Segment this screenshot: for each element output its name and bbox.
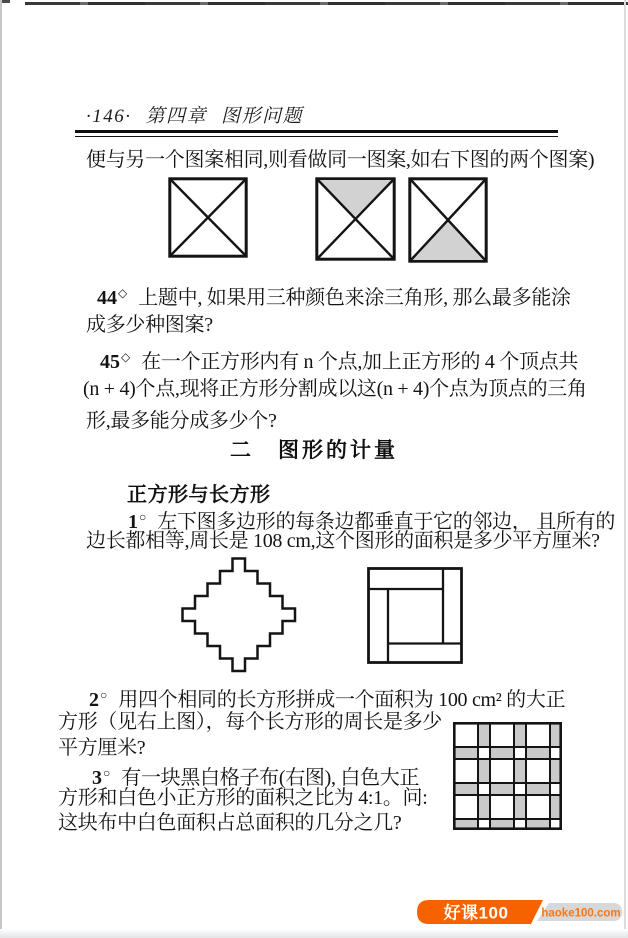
problem-2-line-2: 方形（见右上图），每个长方形的周长是多少 <box>58 711 442 733</box>
problem-44-mark: ◇ <box>118 286 128 300</box>
problem-3-text: 有一块黑白格子布(右图), 白色大正 <box>121 767 420 789</box>
problem-45-line-1 <box>100 346 578 373</box>
pattern-square-figure-3-bottom-shaded <box>408 177 488 263</box>
header-rule-thick <box>75 130 558 133</box>
problem-44-text: 上题中, 如果用三种颜色来涂三角形, 那么最多能涂 <box>138 287 571 309</box>
page-left-edge <box>0 0 2 938</box>
problem-2-number: 2 <box>89 689 99 711</box>
page-number: ·146· <box>86 106 132 127</box>
running-header <box>86 101 303 128</box>
problem-1-number: 1 <box>128 511 138 533</box>
problem-1-line-2: 边长都相等,周长是 108 cm,这个图形的面积是多少平方厘米? <box>86 530 600 552</box>
problem-45-text: 在一个正方形内有 n 个点,加上正方形的 4 个顶点共 <box>141 351 579 373</box>
problem-3-number: 3 <box>92 767 102 789</box>
page-bottom-edge <box>0 929 628 938</box>
subsection-title: 正方形与长方形 <box>127 484 271 506</box>
problem-45-number: 45 <box>100 351 120 373</box>
pattern-square-figure-2-top-shaded <box>315 177 396 261</box>
problem-44-line-2: 成多少种图案? <box>86 314 213 336</box>
problem-1-text: 左下图多边形的每条边都垂直于它的邻边， 且所有的 <box>157 511 616 533</box>
stepped-polygon-figure <box>181 557 297 673</box>
problem-2-line-3: 平方厘米? <box>58 737 146 759</box>
intro-text-line: 便与另一个图案相同,则看做同一图案,如右下图的两个图案) <box>86 149 595 171</box>
problem-2-mark: ○ <box>100 688 108 702</box>
page-right-edge <box>624 0 626 938</box>
problem-3-mark: ○ <box>103 766 111 780</box>
chapter-label: 第四章 <box>145 106 208 127</box>
problem-2-line-1 <box>89 684 565 711</box>
problem-1-line-1 <box>128 506 615 533</box>
watermark-footer <box>413 897 628 929</box>
problem-3-line-1 <box>92 762 419 789</box>
site-url-text: haoke100.com <box>541 907 621 920</box>
problem-3-line-3: 这块布中白色面积占总面积的几分之几? <box>58 812 402 834</box>
problem-44-line-1 <box>97 282 571 309</box>
problem-44-number: 44 <box>97 287 117 309</box>
problem-3-line-2: 方形和白色小正方形的面积之比为 4:1。问: <box>58 787 428 809</box>
chapter-title: 图形问题 <box>221 106 304 127</box>
problem-45-line-3: 形,最多能分成多少个? <box>86 410 277 432</box>
pattern-square-figure-1 <box>168 177 248 258</box>
problem-1-mark: ○ <box>139 510 147 524</box>
four-rectangles-square-figure <box>367 567 463 664</box>
problem-45-line-2: (n + 4)个点,现将正方形分割成以这(n + 4)个点为顶点的三角 <box>83 378 587 400</box>
brand-text: 好课100 <box>443 903 509 923</box>
header-rule-thin <box>75 136 558 137</box>
problem-45-mark: ◇ <box>121 350 131 364</box>
problem-2-text: 用四个相同的长方形拼成一个面积为 100 cm² 的大正 <box>118 689 566 711</box>
checkered-cloth-figure <box>453 722 562 830</box>
section-title: 二 图形的计量 <box>230 438 398 462</box>
scan-artifact-top-line <box>25 2 628 5</box>
